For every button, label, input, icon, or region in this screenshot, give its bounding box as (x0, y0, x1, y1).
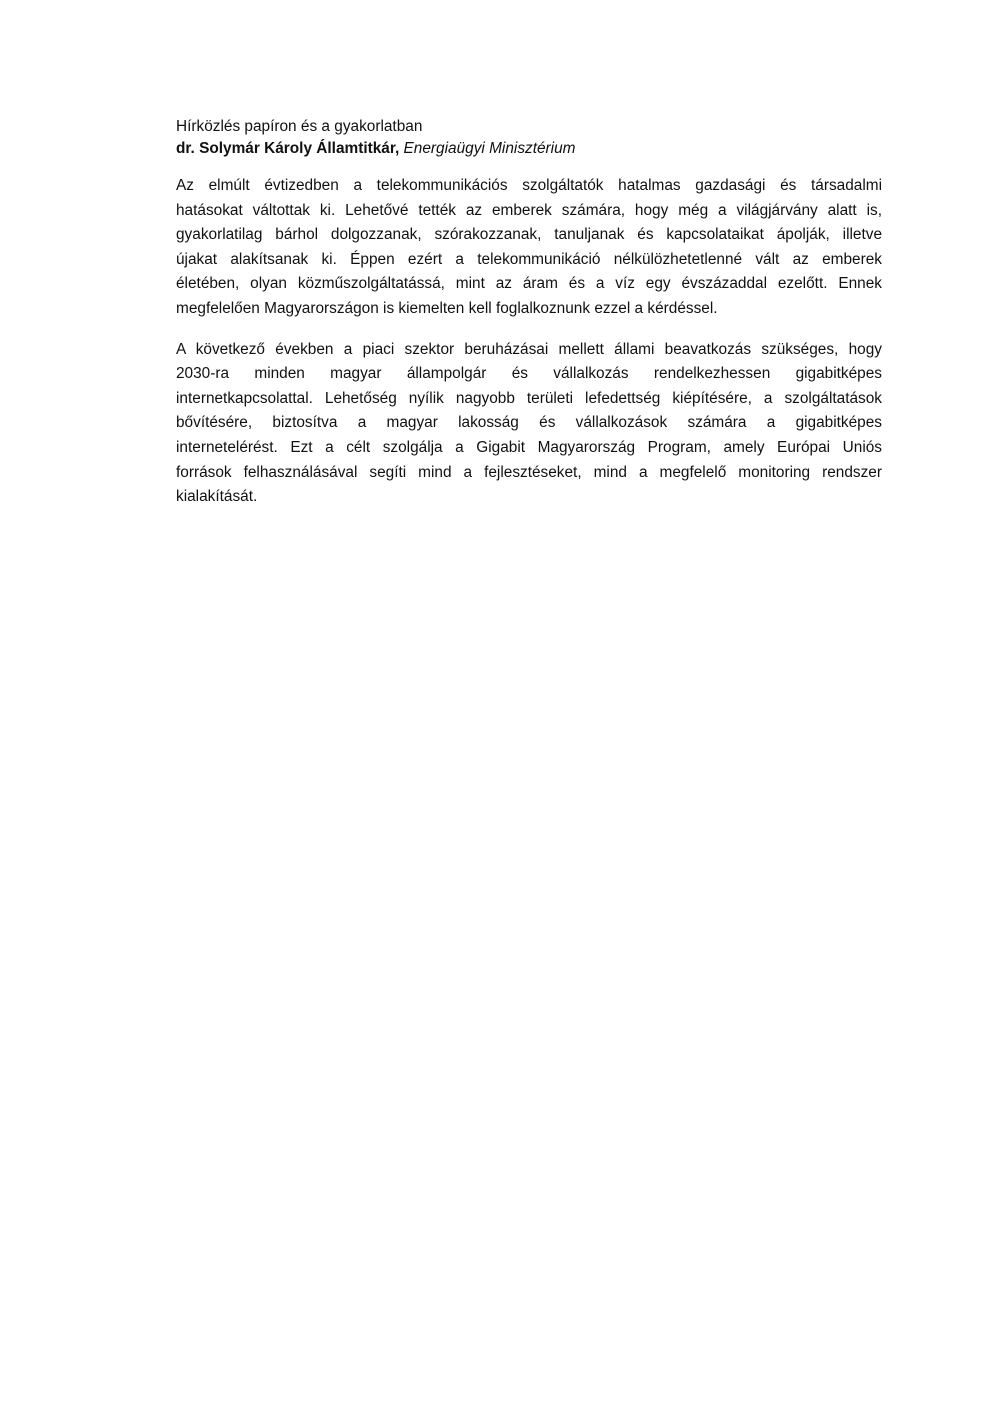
paragraph-line: életében, olyan közműszolgáltatássá, mint az áram és a víz egy évszázaddal ezelőtt. Ennek (176, 275, 882, 293)
paragraph-line: megfelelően Magyarországon is kiemelten kell foglalkoznunk ezzel a kérdéssel. (176, 299, 718, 317)
paragraph-line: források felhasználásával segíti mind a fejlesztéseket, mind a megfelelő monitoring rendszer (176, 463, 882, 481)
paragraph-line: kialakítását. (176, 488, 258, 506)
paragraph-2 (176, 338, 882, 510)
paragraph-line: A következő években a piaci szektor beruházásai mellett állami beavatkozás szükséges, hogy (176, 340, 882, 358)
paragraph-line: gyakorlatilag bárhol dolgozzanak, szórakozzanak, tanuljanak és kapcsolataikat ápolják, illetve (176, 226, 882, 244)
paragraph-line: Az elmúlt évtizedben a telekommunikációs szolgáltatók hatalmas gazdasági és társadalmi (176, 177, 882, 194)
document-title: Hírközlés papíron és a gyakorlatban (176, 118, 423, 135)
paragraph-line: hatásokat váltottak ki. Lehetővé tették az emberek számára, hogy még a világjárvány alatt is, (176, 201, 882, 219)
byline (176, 138, 882, 160)
organization-name: Energiaügyi Minisztérium (403, 140, 576, 157)
paragraph-line: internetelérést. Ezt a célt szolgálja a Gigabit Magyarország Program, amely Európai Uniós (176, 438, 882, 456)
paragraph-line: 2030-ra minden magyar állampolgár és vállalkozás rendelkezhessen gigabitképes (176, 365, 882, 383)
paragraph-1 (176, 174, 882, 322)
document-page (176, 116, 882, 526)
author-name: dr. Solymár Károly Államtitkár, (176, 140, 400, 157)
paragraph-line: újakat alakítsanak ki. Éppen ezért a telekommunikáció nélkülözhetetlenné vált az emberek (176, 250, 882, 268)
paragraph-line: internetkapcsolattal. Lehetőség nyílik nagyobb területi lefedettség kiépítésére, a szolgáltatások (176, 389, 882, 407)
paragraph-line: bővítésére, biztosítva a magyar lakosság és vállalkozások számára a gigabitképes (176, 414, 882, 432)
